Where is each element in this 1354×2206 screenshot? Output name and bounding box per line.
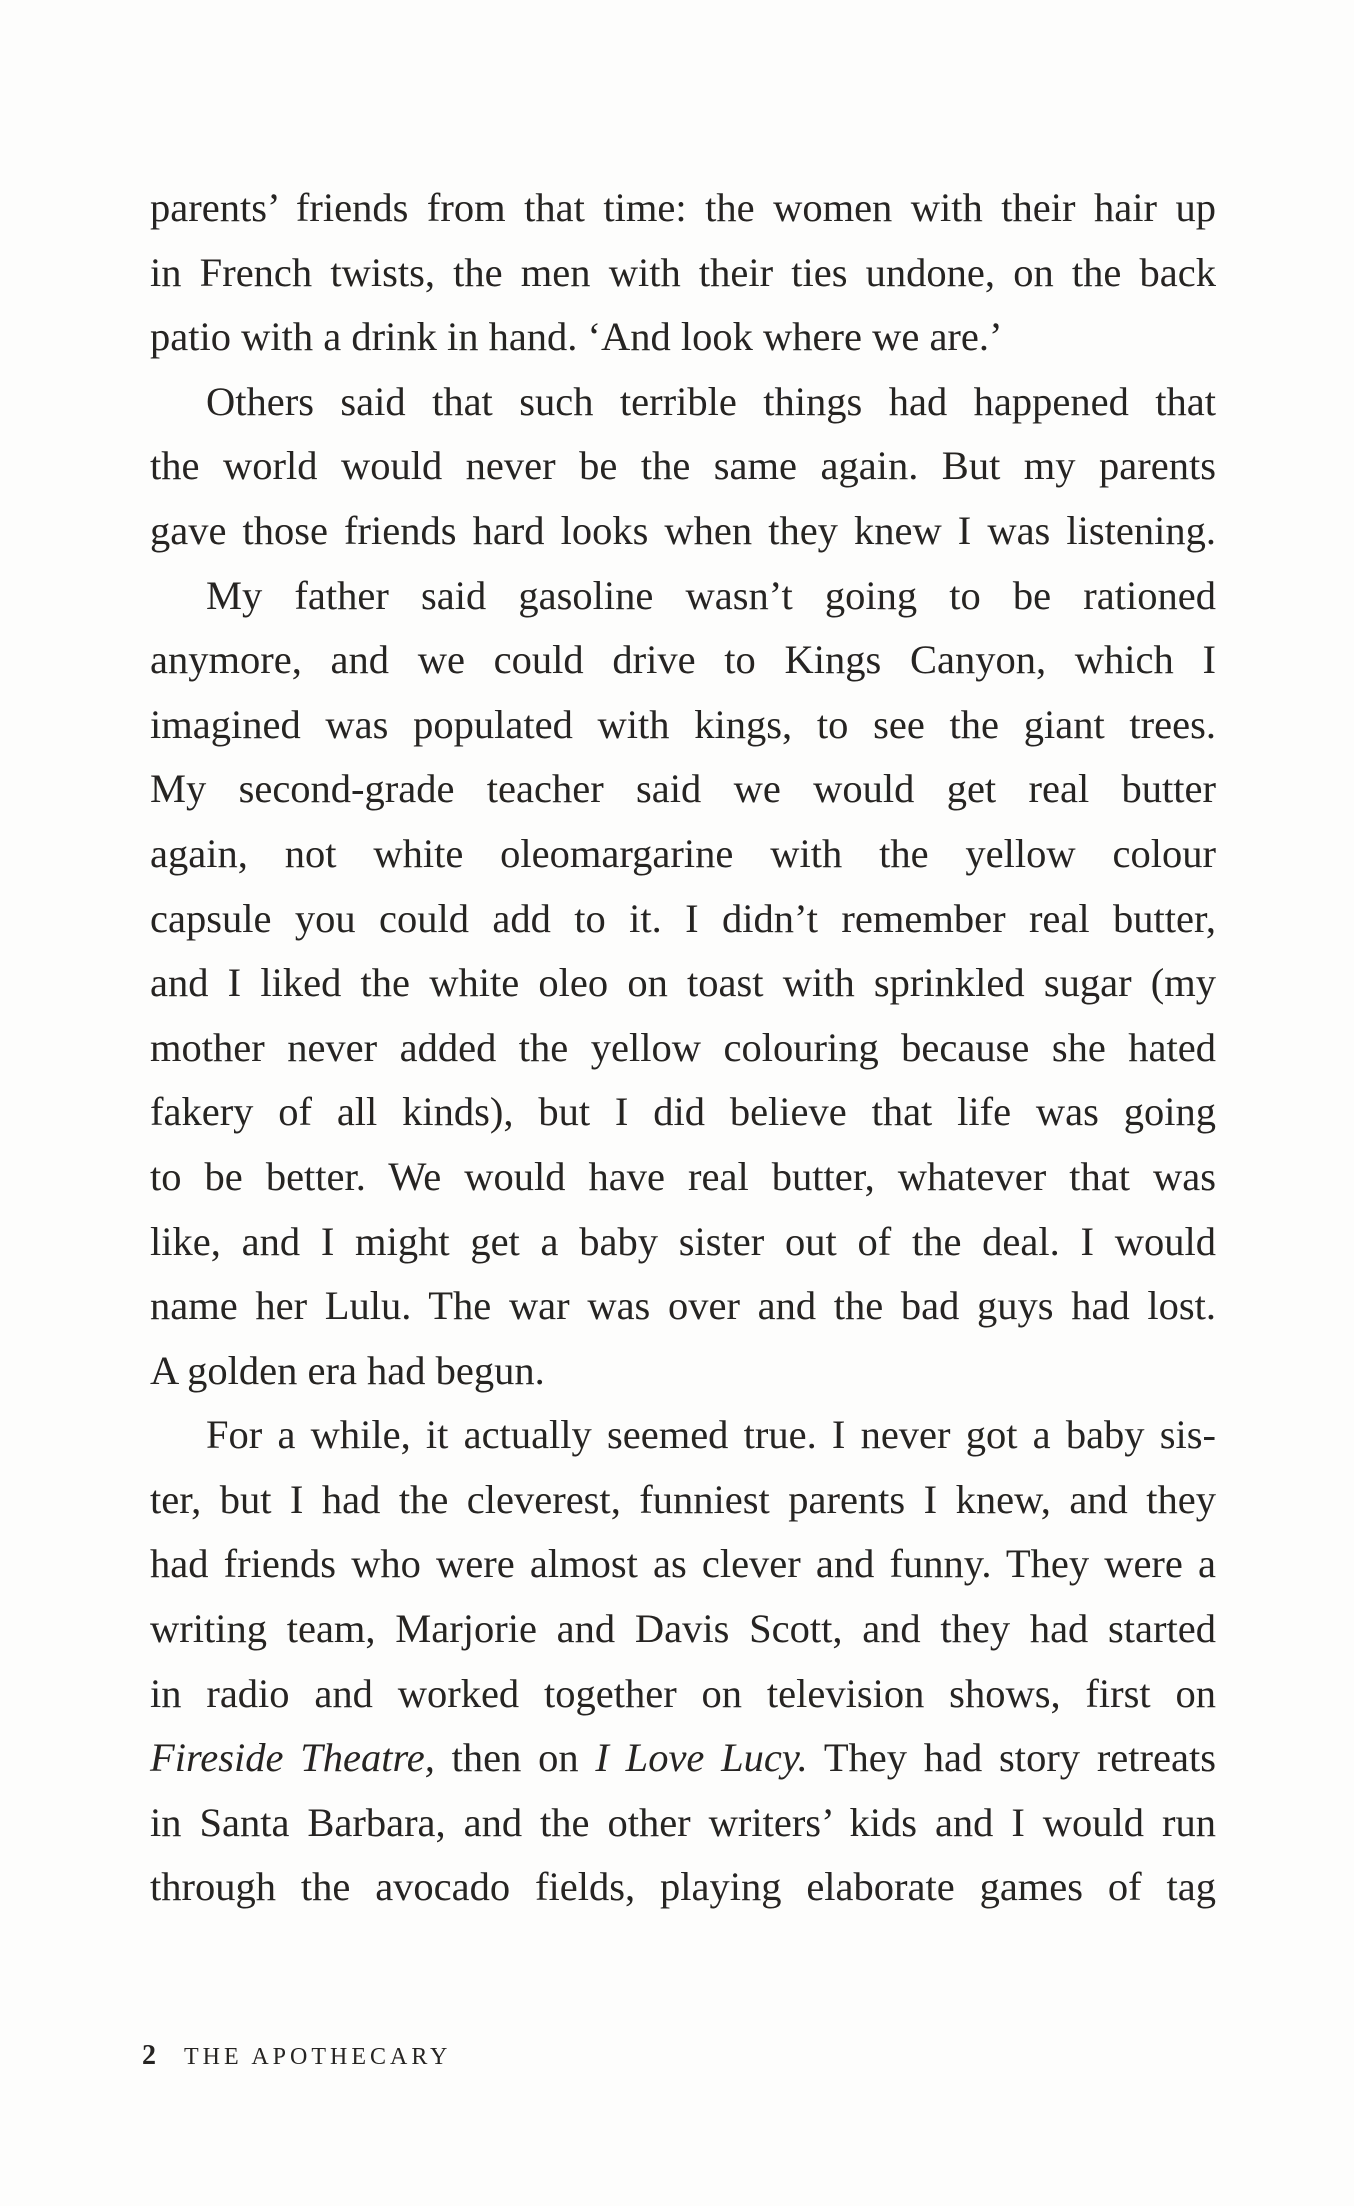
text-line: had friends who were almost as clever and funny. They were a <box>150 1541 1216 1587</box>
text-line: writing team, Marjorie and Davis Scott, and they had started <box>150 1606 1216 1652</box>
text-line: mother never added the yellow colouring because she hated <box>150 1024 1216 1070</box>
text-line: the world would never be the same again. But my parents <box>150 443 1216 489</box>
text-line: My father said gasoline wasn’t going to be rationed <box>206 572 1216 618</box>
running-head: THE APOTHECARY <box>184 2044 452 2070</box>
text-fragment: They had story retreats <box>807 1735 1216 1781</box>
text-line: My second-grade teacher said we would get real butter <box>150 766 1216 812</box>
show-title-fireside: Fireside Theatre, <box>150 1735 435 1781</box>
text-line: through the avocado fields, playing elaborate games of tag <box>150 1864 1216 1910</box>
body-text <box>150 176 1216 1920</box>
paragraph-1 <box>150 176 1216 370</box>
text-line: capsule you could add to it. I didn’t remember real butter, <box>150 895 1216 941</box>
text-line: imagined was populated with kings, to see the giant trees. <box>150 701 1216 747</box>
text-line-with-titles <box>150 1726 1216 1791</box>
text-line: A golden era had begun. <box>150 1347 545 1393</box>
text-line: again, not white oleomargarine with the yellow colour <box>150 830 1216 876</box>
text-fragment: then on <box>434 1735 596 1781</box>
paragraph-4 <box>150 1403 1216 1920</box>
paragraph-2 <box>150 370 1216 564</box>
text-line: Others said that such terrible things had happened that <box>206 378 1216 424</box>
text-line: name her Lulu. The war was over and the bad guys had lost. <box>150 1283 1216 1329</box>
text-line: ter, but I had the cleverest, funniest parents I knew, and they <box>150 1476 1216 1522</box>
text-line: in Santa Barbara, and the other writers’ kids and I would run <box>150 1799 1216 1845</box>
page-number: 2 <box>142 2040 156 2071</box>
paragraph-3 <box>150 564 1216 1404</box>
text-line: fakery of all kinds), but I did believe that life was going <box>150 1089 1216 1135</box>
text-line: in French twists, the men with their ties undone, on the back <box>150 249 1216 295</box>
text-line: anymore, and we could drive to Kings Canyon, which I <box>150 637 1216 683</box>
text-line: in radio and worked together on television shows, first on <box>150 1670 1216 1716</box>
text-line: For a while, it actually seemed true. I never got a baby sis- <box>206 1412 1216 1458</box>
page-footer <box>142 2040 451 2072</box>
text-line: to be better. We would have real butter, whatever that was <box>150 1153 1216 1199</box>
text-line: parents’ friends from that time: the women with their hair up <box>150 185 1216 230</box>
text-line: patio with a drink in hand. ‘And look where we are.’ <box>150 314 1003 360</box>
text-line: and I liked the white oleo on toast with sprinkled sugar (my <box>150 960 1216 1006</box>
text-line: gave those friends hard looks when they knew I was listening. <box>150 507 1216 553</box>
text-line: like, and I might get a baby sister out of the deal. I would <box>150 1218 1216 1264</box>
show-title-lucy: I Love Lucy. <box>595 1735 808 1781</box>
